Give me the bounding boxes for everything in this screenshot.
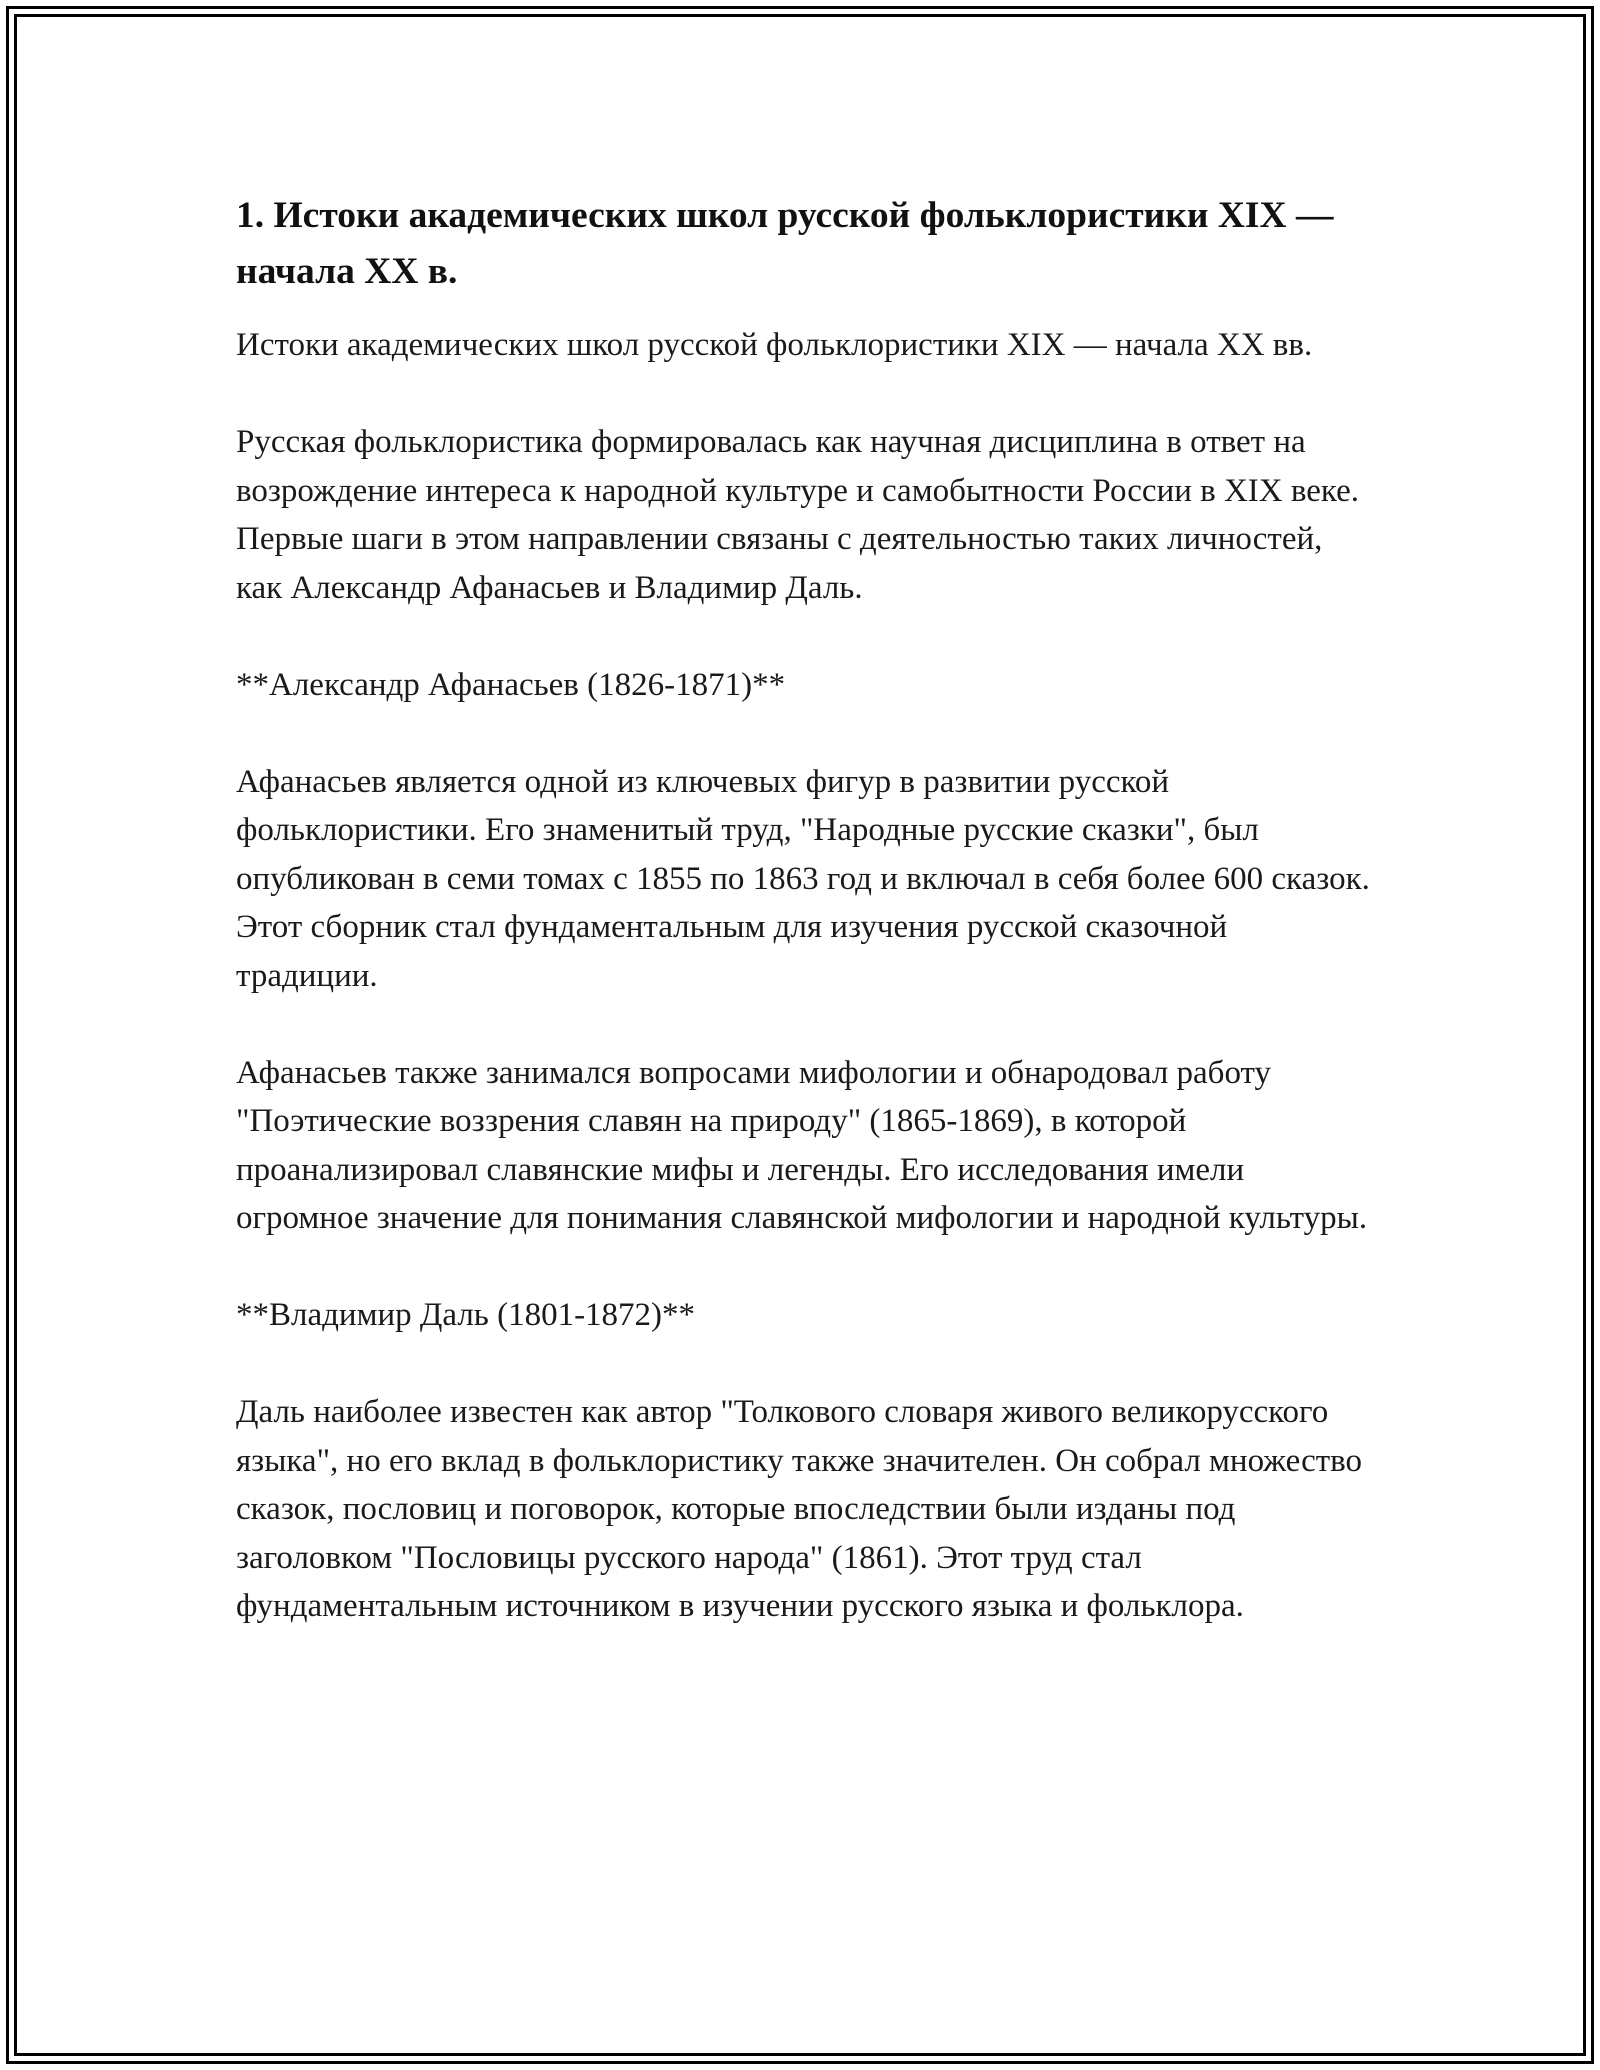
afanasyev-paragraph-1: Афанасьев является одной из ключевых фигур в развитии русской фольклористики. Его знаменитый труд, "Народные русские сказки", был опубликован в семи томах с 1855 по 1863 год и включал в себя более 600 сказок. Этот сборник стал фундаментальным для изучения русской сказочной традиции.	[236, 763, 1370, 994]
afanasyev-heading: **Александр Афанасьев (1826-1871)**	[236, 666, 786, 703]
dal-heading: **Владимир Даль (1801-1872)**	[236, 1297, 696, 1333]
subtitle-paragraph: Истоки академических школ русской фольклористики XIX — начала XX вв.	[236, 327, 1313, 363]
document-page	[236, 188, 1376, 1679]
dal-paragraph: Даль наиболее известен как автор "Толкового словаря живого великорусского языка", но его вклад в фольклористику также значителен. Он собрал множество сказок, пословиц и поговорок, которые впоследствии были изданы под заголовком "Пословицы русского народа" (1861). Этот труд стал фундаментальным источником в изучении русского языка и фольклора.	[236, 1394, 1363, 1624]
afanasyev-paragraph-2: Афанасьев также занимался вопросами мифологии и обнародовал работу "Поэтические воззрения славян на природу" (1865-1869), в которой проанализировал славянские мифы и легенды. Его исследования имели огромное значение для понимания славянской мифологии и народной культуры.	[236, 1054, 1368, 1236]
section-heading: 1. Истоки академических школ русской фольклористики XIX — начала XX в.	[236, 195, 1334, 292]
intro-paragraph: Русская фольклористика формировалась как научная дисциплина в ответ на возрождение интереса к народной культуре и самобытности России в XIX веке. Первые шаги в этом направлении связаны с деятельностью таких личностей, как Александр Афанасьев и Владимир Даль.	[236, 424, 1360, 606]
